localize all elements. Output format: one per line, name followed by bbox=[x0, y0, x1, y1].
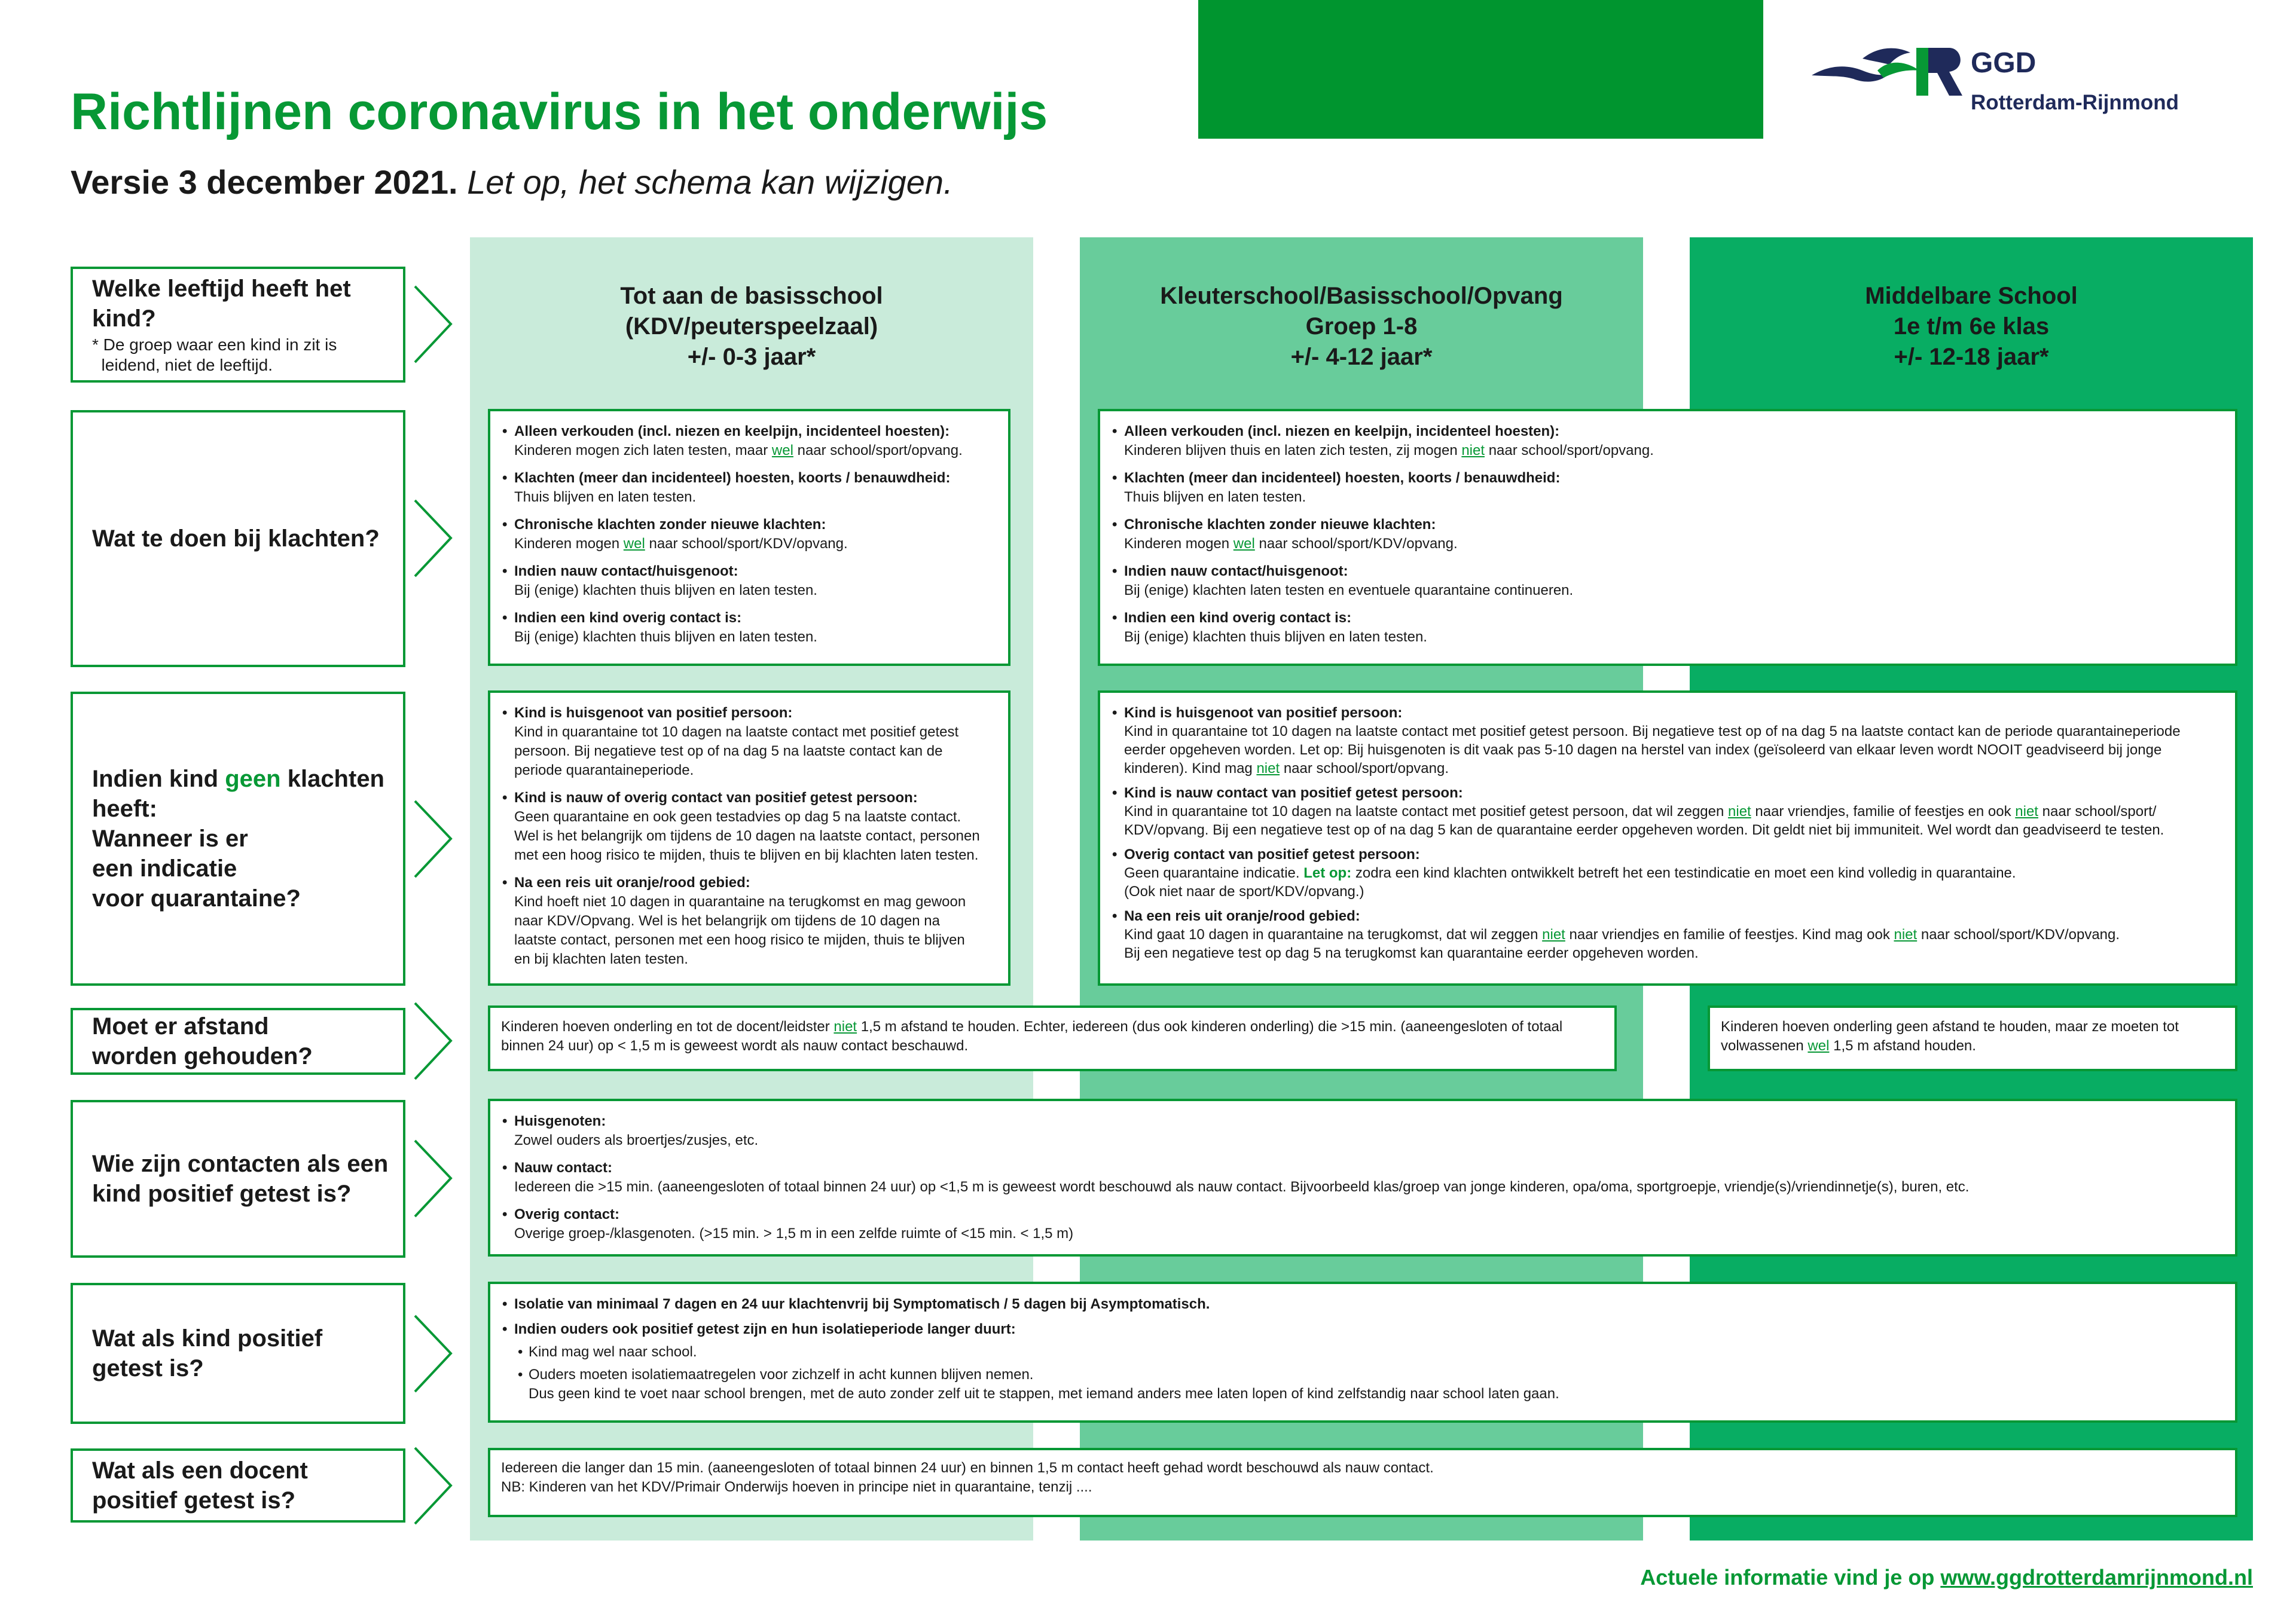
text-part: 1,5 m afstand te houden. Echter, iedereen (dus ook kinderen onderling) die >15 min. (aaneengesloten of totaal binnen 24 uur) op < 1,5 m is geweest wordt als nauw contact beschauwd. bbox=[501, 1019, 1563, 1054]
positive-child-box bbox=[488, 1282, 2237, 1423]
item-heading: • Kind is huisgenoot van positief persoon: bbox=[501, 704, 997, 723]
highlight-word: wel bbox=[1233, 536, 1255, 552]
text-part: Kinderen hoeven onderling en tot de docent/leidster bbox=[501, 1019, 834, 1035]
item-text: Bij (enige) klachten laten testen en eventuele quarantaine continueren. bbox=[1124, 582, 1574, 598]
item-text: Kind in quarantaine tot 10 dagen na laatste contact met positief getest persoon. Bij negatieve test op of na dag 5 na laatste contact kan de periode quarantaineperiode. bbox=[514, 724, 959, 778]
positive-teacher-text: Iedereen die langer dan 15 min. (aaneengesloten of totaal binnen 24 uur) en binnen 1,5 m contact heeft gehad wordt beschouwd als nauw contact. NB: Kinderen van het KDV/Primair Onderwijs hoeven in principe niet in quarantaine, tenzij .... bbox=[501, 1460, 1434, 1495]
version-date: Versie 3 december 2021. bbox=[71, 163, 458, 201]
item-heading: • Chronische klachten zonder nieuwe klachten: bbox=[1111, 515, 2224, 534]
list-item bbox=[1111, 515, 2224, 554]
list-item bbox=[1111, 907, 2224, 962]
question-quarantine-part2: klachten heeft: Wanneer is er een indicatie voor quarantaine? bbox=[92, 766, 384, 912]
list-item bbox=[1111, 422, 2224, 460]
distance-young-box bbox=[488, 1005, 1617, 1071]
item-heading: • Indien nauw contact/huisgenoot: bbox=[501, 562, 997, 581]
distance-older-box bbox=[1708, 1005, 2237, 1071]
item-heading: • Huisgenoten: bbox=[501, 1112, 2224, 1131]
question-distance bbox=[71, 1008, 405, 1075]
item-heading: • Klachten (meer dan incidenteel) hoesten, koorts / benauwdheid: bbox=[1111, 469, 2224, 488]
item-heading: • Indien een kind overig contact is: bbox=[501, 609, 997, 628]
text-part: naar school/sport/opvang. bbox=[1280, 760, 1449, 777]
list-item bbox=[501, 422, 997, 460]
arrow-right-icon bbox=[413, 1445, 454, 1526]
column-header-line: Groep 1-8 bbox=[1305, 313, 1418, 340]
item-heading: • Chronische klachten zonder nieuwe klachten: bbox=[501, 515, 997, 534]
footer bbox=[1640, 1565, 2253, 1590]
text-part: Kinderen mogen bbox=[1124, 536, 1234, 552]
item-heading: • Na een reis uit oranje/rood gebied: bbox=[501, 873, 997, 893]
highlight-word: wel bbox=[623, 536, 645, 552]
highlight-word: wel bbox=[1808, 1038, 1830, 1054]
list-item bbox=[501, 1320, 2224, 1404]
column-header-line: +/- 4-12 jaar* bbox=[1290, 344, 1433, 370]
arrow-right-icon bbox=[413, 1001, 454, 1081]
distance-older-text bbox=[1721, 1017, 2224, 1056]
item-text bbox=[501, 441, 997, 460]
footer-text: Actuele informatie vind je op bbox=[1640, 1565, 1941, 1590]
question-quarantine-part1: Indien kind bbox=[92, 766, 225, 792]
question-symptoms-title: Wat te doen bij klachten? bbox=[92, 525, 380, 552]
item-heading: • Overig contact van positief getest persoon: bbox=[1111, 845, 2224, 864]
arrow-right-icon bbox=[413, 498, 454, 579]
text-part: Kind gaat 10 dagen in quarantaine na terugkomst, dat wil zeggen bbox=[1124, 927, 1543, 943]
list-item bbox=[501, 1295, 2224, 1314]
question-quarantine bbox=[71, 692, 405, 986]
text-part: naar school/sport/KDV/opvang. bbox=[645, 536, 848, 552]
item-heading: • Na een reis uit oranje/rood gebied: bbox=[1111, 907, 2224, 925]
item-heading: • Indien nauw contact/huisgenoot: bbox=[1111, 562, 2224, 581]
column-header-line: +/- 0-3 jaar* bbox=[687, 344, 816, 370]
question-positive-child bbox=[71, 1283, 405, 1424]
list-item bbox=[501, 788, 997, 865]
text-part: Kind in quarantaine tot 10 dagen na laatste contact met positief getest persoon, dat wil zeggen bbox=[1124, 803, 1729, 820]
item-text bbox=[501, 534, 997, 554]
question-symptoms bbox=[71, 410, 405, 667]
text-part: naar school/sport/opvang. bbox=[1485, 442, 1654, 459]
item-text bbox=[1111, 925, 2224, 962]
text-part: naar vriendjes en familie of feestjes. Kind mag ook bbox=[1565, 927, 1894, 943]
item-heading: • Overig contact: bbox=[501, 1205, 2224, 1224]
question-age-title: Welke leeftijd heeft het kind? bbox=[92, 276, 351, 332]
list-item bbox=[1111, 845, 2224, 901]
version-note: Let op, het schema kan wijzigen. bbox=[467, 163, 953, 201]
column-header-line: Middelbare School bbox=[1865, 283, 2078, 309]
highlight-word: Let op: bbox=[1303, 865, 1352, 881]
list-item bbox=[501, 1112, 2224, 1150]
list-item bbox=[501, 562, 997, 600]
item-text: Bij (enige) klachten thuis blijven en laten testen. bbox=[514, 582, 817, 598]
text-part: Kinderen mogen zich laten testen, maar bbox=[514, 442, 772, 459]
item-text: Kind hoeft niet 10 dagen in quarantaine na terugkomst en mag gewoon naar KDV/Opvang. Wel is het belangrijk om tijdens de 10 dagen na laatste contact, personen met een hoog risico te mijden, thuis te blijven en bij klachten laten testen. bbox=[514, 894, 966, 967]
item-text: Bij (enige) klachten thuis blijven en laten testen. bbox=[1124, 629, 1427, 645]
positive-teacher-box bbox=[488, 1448, 2237, 1517]
list-item bbox=[501, 873, 997, 969]
contacts-box bbox=[488, 1099, 2237, 1257]
question-age-text bbox=[92, 244, 403, 405]
symptoms-young-box bbox=[488, 409, 1010, 666]
item-text: Overige groep-/klasgenoten. (>15 min. > 1,5 m in een zelfde ruimte of <15 min. < 1,5 m) bbox=[514, 1225, 1074, 1242]
highlight-word: wel bbox=[771, 442, 793, 459]
quarantine-older-box bbox=[1098, 690, 2237, 986]
list-item bbox=[1111, 784, 2224, 839]
column-header-line: Kleuterschool/Basisschool/Opvang bbox=[1160, 283, 1563, 309]
column-header-line: 1e t/m 6e klas bbox=[1893, 313, 2050, 340]
text-part: Kind in quarantaine tot 10 dagen na laatste contact met positief getest persoon. Bij negatieve test op of na dag 5 na laatste contact kan de periode quarantaineperiode eerder opgeheven worden. Let op: Bij huisgenoten is dit vaak pas 5-10 dagen na herstel van index (geïsoleerd van elkaar leven wordt NOOIT geadviseerd bij jonge kinderen). Kind mag bbox=[1124, 723, 2181, 777]
item-heading: • Alleen verkouden (incl. niezen en keelpijn, incidenteel hoesten): bbox=[1111, 422, 2224, 441]
sub-item: • Kind mag wel naar school. bbox=[501, 1343, 2224, 1362]
question-age bbox=[71, 267, 405, 383]
arrow-right-icon bbox=[413, 284, 454, 365]
page-title: Richtlijnen coronavirus in het onderwijs bbox=[71, 83, 1048, 140]
list-item bbox=[1111, 562, 2224, 600]
item-text bbox=[1111, 802, 2224, 839]
text-part: naar school/sport/KDV/opvang. bbox=[1254, 536, 1458, 552]
list-item bbox=[501, 515, 997, 554]
version-line bbox=[71, 163, 953, 201]
quarantine-young-box bbox=[488, 690, 1010, 986]
column-header-primary bbox=[1080, 281, 1643, 372]
list-item bbox=[501, 704, 997, 780]
item-text bbox=[1111, 722, 2224, 778]
question-positive-teacher bbox=[71, 1448, 405, 1523]
highlight-word: niet bbox=[1728, 803, 1751, 820]
column-header-line: Tot aan de basisschool bbox=[620, 283, 883, 309]
text-part: naar school/sport/KDV/opvang. Bij een negatieve test op dag 5 na terugkomst kan quarantaine eerder opgeheven worden. bbox=[1124, 927, 2120, 961]
item-text: Geen quarantaine en ook geen testadvies op dag 5 na laatste contact. Wel is het belangrijk om tijdens de 10 dagen na laatste contact, personen met een hoog risico te mijden, thuis te blijven en bij klachten laten testen. bbox=[514, 809, 980, 863]
list-item bbox=[501, 1159, 2224, 1197]
list-item bbox=[1111, 469, 2224, 507]
column-header-secondary bbox=[1690, 281, 2253, 372]
logo-title: GGD bbox=[1971, 47, 2037, 79]
item-heading: • Kind is nauw contact van positief getest persoon: bbox=[1111, 784, 2224, 802]
question-distance-title: Moet er afstand worden gehouden? bbox=[92, 1013, 313, 1069]
list-item bbox=[1111, 704, 2224, 778]
item-heading: • Alleen verkouden (incl. niezen en keelpijn, incidenteel hoesten): bbox=[501, 422, 997, 441]
text-part: zodra een kind klachten ontwikkelt betreft het een testindicatie en moet een kind volledig in quarantaine. (Ook niet naar de sport/KDV/opvang.) bbox=[1124, 865, 2016, 900]
list-item bbox=[1111, 609, 2224, 647]
footer-link[interactable]: www.ggdrotterdamrijnmond.nl bbox=[1940, 1565, 2253, 1590]
item-heading: • Indien ouders ook positief getest zijn en hun isolatieperiode langer duurt: bbox=[501, 1320, 2224, 1339]
list-item bbox=[501, 1205, 2224, 1243]
list-item bbox=[501, 609, 997, 647]
item-heading: • Isolatie van minimaal 7 dagen en 24 uur klachtenvrij bij Symptomatisch / 5 dagen bij Asymptomatisch. bbox=[501, 1295, 2224, 1314]
question-age-note: * De groep waar een kind in zit is leidend, niet de leeftijd. bbox=[92, 335, 337, 374]
item-text: Bij (enige) klachten thuis blijven en laten testen. bbox=[514, 629, 817, 645]
item-heading: • Indien een kind overig contact is: bbox=[1111, 609, 2224, 628]
item-heading: • Kind is nauw of overig contact van positief getest persoon: bbox=[501, 788, 997, 808]
text-part: Kinderen blijven thuis en laten zich testen, zij mogen bbox=[1124, 442, 1462, 459]
arrow-right-icon bbox=[413, 1138, 454, 1219]
column-header-line: +/- 12-18 jaar* bbox=[1894, 344, 2049, 370]
text-part: naar school/sport/ KDV/opvang. Bij een negatieve test op of na dag 5 kan de quarantaine eerder opgeheven worden. Dit geldt niet bij immuniteit. Wel wordt dan geadviseerd te testen. bbox=[1124, 803, 2164, 838]
text-part: Kinderen hoeven onderling geen afstand te houden, maar ze moeten tot volwassenen bbox=[1721, 1019, 2179, 1054]
question-contacts-title: Wie zijn contacten als een kind positief getest is? bbox=[92, 1151, 389, 1207]
item-text: Thuis blijven en laten testen. bbox=[1124, 489, 1306, 505]
question-quarantine-highlight: geen bbox=[225, 766, 281, 792]
distance-young-text bbox=[501, 1017, 1604, 1056]
item-heading: • Klachten (meer dan incidenteel) hoesten, koorts / benauwdheid: bbox=[501, 469, 997, 488]
column-header-line: (KDV/peuterspeelzaal) bbox=[625, 313, 878, 340]
ggd-logo-icon bbox=[1806, 41, 1985, 100]
text-part: Kinderen mogen bbox=[514, 536, 624, 552]
question-contacts bbox=[71, 1100, 405, 1258]
item-heading: • Kind is huisgenoot van positief persoon: bbox=[1111, 704, 2224, 722]
header-green-bar bbox=[1198, 0, 1763, 139]
item-text bbox=[1111, 441, 2224, 460]
item-text bbox=[1111, 534, 2224, 554]
sub-item: • Ouders moeten isolatiemaatregelen voor zichzelf in acht kunnen blijven nemen. Dus geen kind te voet naar school brengen, met de auto zonder zelf uit te stappen, met iemand anders mee laten lopen of kind zelfstandig naar school laten gaan. bbox=[501, 1365, 2224, 1404]
text-part: Geen quarantaine indicatie. bbox=[1124, 865, 1304, 881]
item-text: Thuis blijven en laten testen. bbox=[514, 489, 697, 505]
arrow-right-icon bbox=[413, 799, 454, 879]
list-item bbox=[501, 469, 997, 507]
highlight-word: niet bbox=[1256, 760, 1280, 777]
highlight-word: niet bbox=[1894, 927, 1918, 943]
item-text: Zowel ouders als broertjes/zusjes, etc. bbox=[514, 1132, 759, 1148]
highlight-word: niet bbox=[1542, 927, 1565, 943]
logo-subtitle: Rotterdam-Rijnmond bbox=[1971, 91, 2179, 114]
question-positive-child-title: Wat als kind positief getest is? bbox=[92, 1325, 323, 1381]
column-header-young bbox=[470, 281, 1033, 372]
highlight-word: niet bbox=[1461, 442, 1485, 459]
text-part: naar school/sport/opvang. bbox=[793, 442, 963, 459]
item-text bbox=[1111, 864, 2224, 901]
symptoms-older-box bbox=[1098, 409, 2237, 666]
highlight-word: niet bbox=[2015, 803, 2038, 820]
arrow-right-icon bbox=[413, 1313, 454, 1394]
question-quarantine-text bbox=[92, 764, 403, 913]
question-positive-teacher-title: Wat als een docent positief getest is? bbox=[92, 1457, 308, 1514]
text-part: naar vriendjes, familie of feestjes en ook bbox=[1751, 803, 2016, 820]
item-text: Iedereen die >15 min. (aaneengesloten of totaal binnen 24 uur) op <1,5 m is geweest wordt beschouwd als nauw contact. Bijvoorbeeld klas/groep van jonge kinderen, opa/oma, sportgroepje, vriendje(s)/vriendinnetje(s), buren, etc. bbox=[514, 1179, 1970, 1195]
text-part: 1,5 m afstand houden. bbox=[1829, 1038, 1976, 1054]
highlight-word: niet bbox=[833, 1019, 857, 1035]
item-heading: • Nauw contact: bbox=[501, 1159, 2224, 1178]
